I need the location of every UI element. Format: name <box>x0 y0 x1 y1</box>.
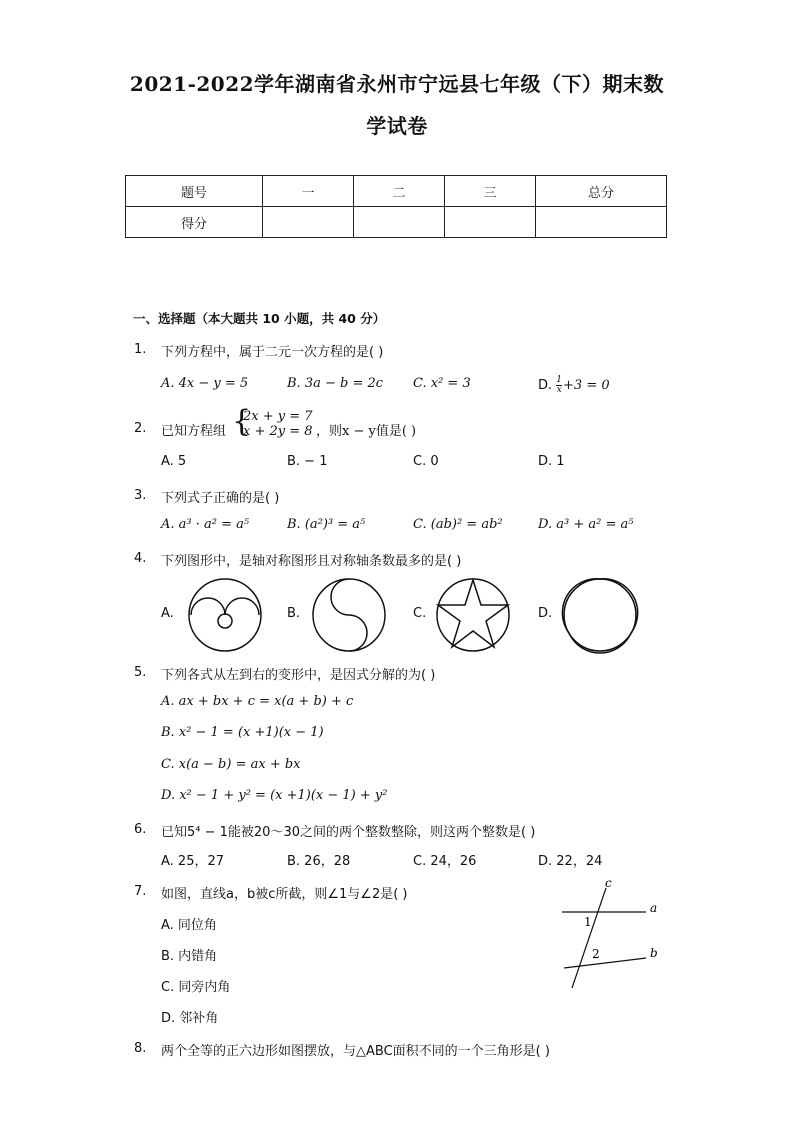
doc-title-line2: 学试卷 <box>366 114 428 138</box>
score-blank <box>354 207 445 238</box>
option-b: B. <box>287 606 301 621</box>
option-d: D. x² − 1 + y² = (x +1)(x − 1) + y² <box>161 788 388 803</box>
score-blank <box>536 207 667 238</box>
option-b: B. x² − 1 = (x +1)(x − 1) <box>161 725 324 740</box>
figure-yin-yang <box>309 577 389 657</box>
fraction <box>556 376 562 395</box>
system-eq-2: x + 2y = 8 <box>243 424 313 439</box>
question-stem: 如图，直线a，b被c所截，则∠1与∠2是( ) <box>161 887 408 902</box>
option-c: C. (ab)² = ab² <box>413 517 503 532</box>
option-a: A. 25，27 <box>161 854 225 869</box>
score-blank <box>263 207 354 238</box>
figure-three-petals <box>560 577 640 657</box>
score-blank <box>445 207 536 238</box>
option-d: D. 1 <box>538 454 565 469</box>
score-row-label: 得分 <box>126 207 263 238</box>
question-stem-pre: 已知方程组 <box>161 424 227 439</box>
option-c: C. x² = 3 <box>413 376 471 391</box>
system-brace: { <box>232 404 252 439</box>
score-table-header-row <box>126 176 667 207</box>
option-b: B. − 1 <box>287 454 328 469</box>
option-d: D. <box>538 606 553 621</box>
question-stem: 下列式子正确的是( ) <box>161 491 280 506</box>
question-stem: 下列图形中，是轴对称图形且对称轴条数最多的是( ) <box>161 554 462 569</box>
figure-star-in-circle <box>433 577 513 657</box>
question-number: 6. <box>134 822 147 837</box>
label-c: c <box>605 876 612 890</box>
question-number: 8. <box>134 1041 147 1056</box>
option-c: C. 0 <box>413 454 439 469</box>
section-heading: 一、选择题（本大题共 10 小题，共 40 分） <box>133 311 386 326</box>
option-c: C. <box>413 606 427 621</box>
option-c: C. 24，26 <box>413 854 477 869</box>
score-cell-total: 总分 <box>536 176 667 207</box>
question-number: 5. <box>134 665 147 680</box>
doc-title-line1: 2021-2022学年湖南省永州市宁远县七年级（下）期末数 <box>129 72 665 96</box>
option-b: B. 内错角 <box>161 949 218 964</box>
option-a: A. ax + bx + c = x(a + b) + c <box>161 694 354 709</box>
line-b <box>564 958 646 968</box>
option-b: B. 3a − b = 2c <box>287 376 384 391</box>
line-c <box>572 888 606 988</box>
option-a: A. 4x − y = 5 <box>161 376 249 391</box>
figure-transversal <box>558 876 668 996</box>
question-stem: 下列各式从左到右的变形中，是因式分解的为( ) <box>161 668 436 683</box>
question-number: 1. <box>134 342 147 357</box>
option-d: D. 邻补角 <box>161 1011 219 1026</box>
option-d-letter: D. <box>538 378 553 393</box>
score-cell-label: 题号 <box>126 176 263 207</box>
option-a: A. a³ · a² = a⁵ <box>161 517 250 532</box>
question-number: 7. <box>134 884 147 899</box>
option-a: A. 同位角 <box>161 918 217 933</box>
question-stem-post: ，则x − y值是( ) <box>316 424 417 439</box>
label-b: b <box>650 946 658 960</box>
figure-circle-double-arc <box>185 577 265 657</box>
score-table <box>125 175 667 238</box>
question-stem: 已知5⁴ − 1能被20～30之间的两个整数整除，则这两个整数是( ) <box>161 825 536 840</box>
question-number: 3. <box>134 488 147 503</box>
angle-2-label: 2 <box>592 947 600 961</box>
option-d: D. a³ + a² = a⁵ <box>538 517 634 532</box>
option-c: C. x(a − b) = ax + bx <box>161 757 301 772</box>
option-b: B. 26，28 <box>287 854 351 869</box>
option-a: A. 5 <box>161 454 187 469</box>
score-table-score-row <box>126 207 667 238</box>
question-stem: 两个全等的正六边形如图摆放，与△ABC面积不同的一个三角形是( ) <box>161 1044 550 1059</box>
fraction-denominator: x <box>556 385 562 395</box>
score-cell-one: 一 <box>263 176 354 207</box>
option-a: A. <box>161 606 174 621</box>
question-stem: 下列方程中，属于二元一次方程的是( ) <box>161 345 384 360</box>
question-number: 4. <box>134 551 147 566</box>
score-cell-three: 三 <box>445 176 536 207</box>
fraction-numerator: 1 <box>556 375 563 385</box>
option-d <box>538 376 610 395</box>
option-d: D. 22，24 <box>538 854 603 869</box>
option-b: B. (a²)³ = a⁵ <box>287 517 366 532</box>
question-number: 2. <box>134 421 147 436</box>
option-c: C. 同旁内角 <box>161 980 231 995</box>
score-cell-two: 二 <box>354 176 445 207</box>
label-a: a <box>650 901 658 915</box>
system-eq-1: 2x + y = 7 <box>243 409 313 424</box>
option-d-rest: +3 = 0 <box>563 378 610 393</box>
angle-1-label: 1 <box>584 915 592 929</box>
